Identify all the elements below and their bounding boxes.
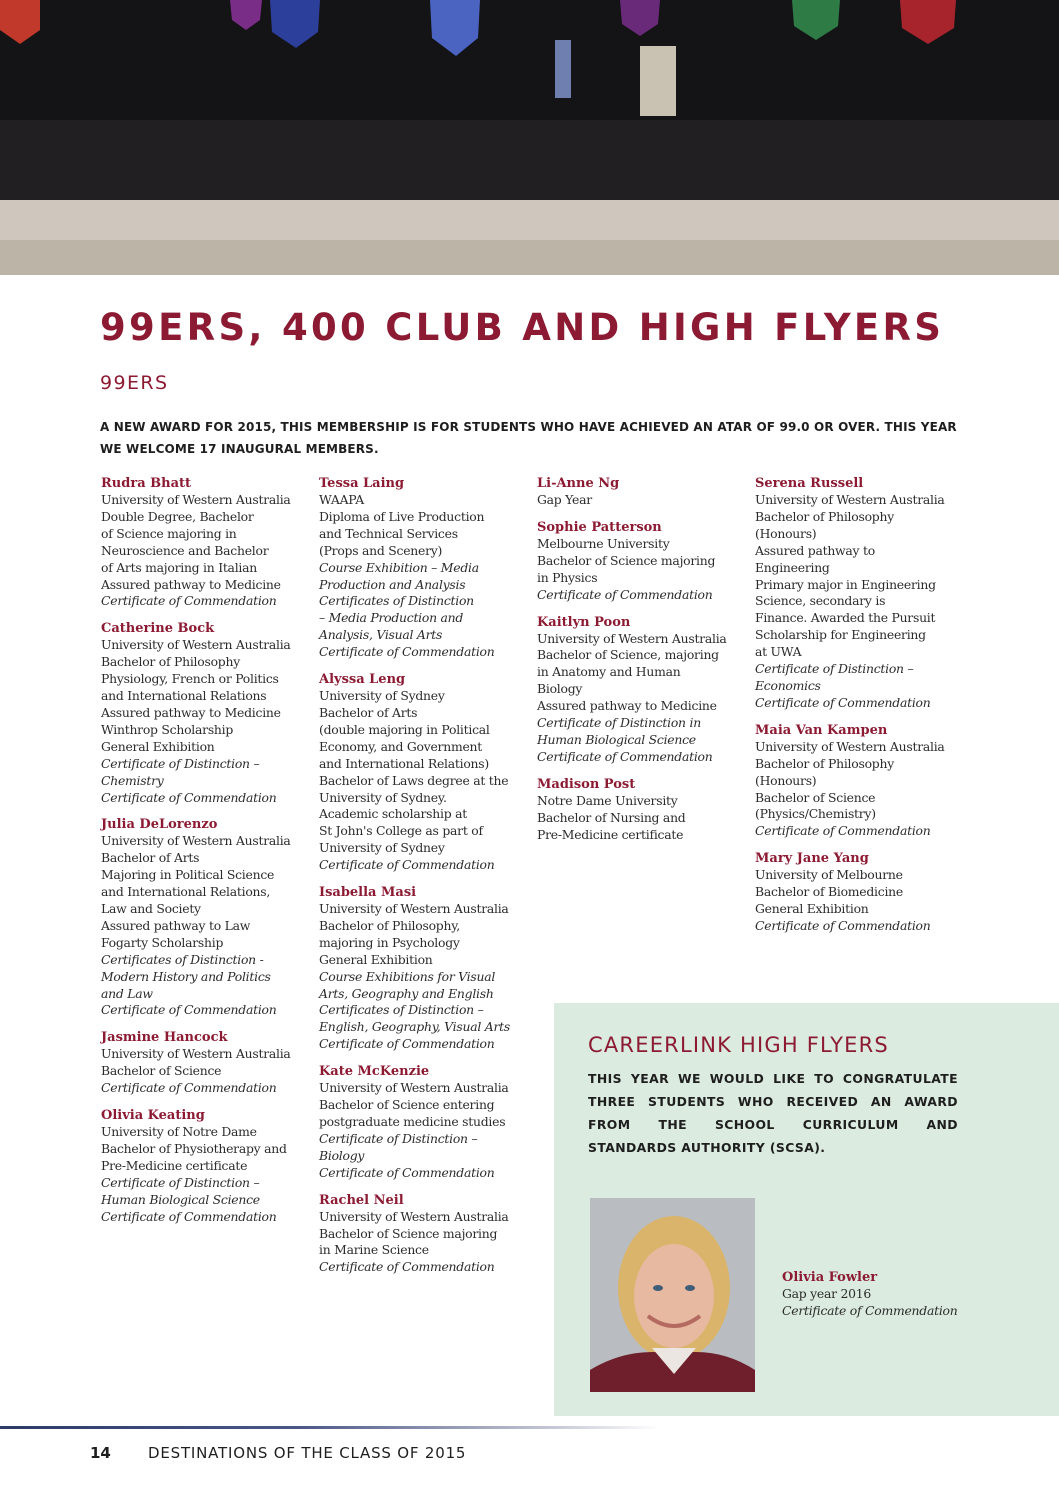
member-detail-line: University of Sydney bbox=[319, 840, 445, 856]
member-name: Olivia Keating bbox=[101, 1108, 205, 1124]
member-detail-line: Bachelor of Science bbox=[755, 789, 876, 805]
member-detail-line: of Science majoring in bbox=[101, 525, 237, 541]
member-detail-line: Economy, and Government bbox=[319, 738, 482, 754]
member-name: Jasmine Hancock bbox=[101, 1030, 228, 1046]
member-detail-line: Bachelor of Laws degree at the bbox=[319, 772, 509, 788]
member-detail-line: WAAPA bbox=[319, 492, 364, 507]
member-detail-line: Bachelor of Nursing and bbox=[537, 809, 686, 825]
member-detail-line: (Physics/Chemistry) bbox=[755, 806, 876, 822]
member-detail-line: University of Western Australia bbox=[101, 637, 291, 653]
member-detail-line: Bachelor of Philosophy bbox=[755, 508, 894, 524]
member-award-line: Certificate of Commendation bbox=[101, 789, 277, 805]
member-detail-line: (Props and Scenery) bbox=[319, 542, 443, 558]
member-entry bbox=[537, 776, 759, 844]
member-name: Maia Van Kampen bbox=[755, 722, 888, 738]
member-detail-line: Bachelor of Philosophy bbox=[101, 654, 240, 670]
member-entry bbox=[319, 1192, 541, 1277]
member-entry bbox=[755, 722, 977, 840]
member-award-line: Human Biological Science bbox=[101, 1191, 260, 1207]
member-name: Isabella Masi bbox=[319, 885, 417, 901]
member-detail-line: General Exhibition bbox=[101, 738, 215, 754]
member-name: Serena Russell bbox=[755, 476, 864, 491]
careerlink-text: THIS YEAR WE WOULD LIKE TO CONGRATULATE THREE STUDENTS WHO RECEIVED AN AWARD FROM THE SCHOOL CURRICULUM AND STANDARDS AUTHORITY (SCSA). bbox=[588, 1071, 958, 1155]
member-award-line: – Media Production and bbox=[319, 610, 464, 626]
member-award-line: Certificate of Commendation bbox=[537, 748, 713, 764]
member-award-line: Certificate of Distinction – bbox=[101, 1174, 260, 1190]
member-column-4 bbox=[755, 475, 977, 945]
member-award-line: Certificate of Commendation bbox=[101, 1002, 277, 1018]
member-detail-line: Winthrop Scholarship bbox=[101, 721, 234, 737]
member-detail-line: Law and Society bbox=[101, 901, 201, 917]
member-award-line: Course Exhibitions for Visual bbox=[319, 968, 496, 984]
member-detail-line: Bachelor of Philosophy bbox=[755, 755, 894, 771]
member-award-line: Certificate of Distinction – bbox=[101, 755, 260, 771]
member-entry bbox=[755, 475, 977, 712]
member-detail-line: Assured pathway to Medicine bbox=[101, 576, 281, 592]
member-award-line: Course Exhibition – Media bbox=[319, 559, 479, 575]
member-award-line: Biology bbox=[319, 1147, 365, 1163]
featured-student-detail: Gap year 2016 bbox=[782, 1286, 872, 1301]
member-award-line: Certificate of Commendation bbox=[755, 917, 931, 933]
member-name: Sophie Patterson bbox=[537, 519, 662, 535]
member-detail-line: Pre-Medicine certificate bbox=[101, 1157, 248, 1173]
member-award-line: Certificate of Commendation bbox=[319, 1036, 495, 1052]
member-award-line: Certificates of Distinction bbox=[319, 593, 474, 609]
member-name: Madison Post bbox=[537, 776, 636, 792]
member-name: Catherine Bock bbox=[101, 621, 215, 637]
member-detail-line: Finance. Awarded the Pursuit bbox=[755, 610, 936, 626]
member-entry bbox=[537, 475, 759, 509]
member-detail-line: Physiology, French or Politics bbox=[101, 671, 279, 687]
member-detail-line: (double majoring in Political bbox=[319, 721, 490, 737]
member-detail-line: Melbourne University bbox=[537, 535, 670, 551]
member-detail-line: Bachelor of Philosophy, bbox=[319, 917, 460, 933]
member-detail-line: and International Relations, bbox=[101, 884, 271, 900]
careerlink-title: CAREERLINK HIGH FLYERS bbox=[588, 1033, 889, 1057]
featured-student-award: Certificate of Commendation bbox=[782, 1302, 958, 1318]
member-detail-line: Biology bbox=[537, 681, 583, 697]
member-award-line: Arts, Geography and English bbox=[319, 985, 494, 1001]
member-entry bbox=[319, 671, 541, 874]
member-detail-line: University of Western Australia bbox=[755, 492, 945, 507]
member-detail-line: Science, secondary is bbox=[755, 593, 886, 609]
member-detail-line: Assured pathway to Medicine bbox=[101, 704, 281, 720]
member-entry bbox=[101, 475, 323, 610]
member-detail-line: Bachelor of Biomedicine bbox=[755, 884, 903, 900]
member-detail-line: Bachelor of Science bbox=[101, 1063, 222, 1079]
member-award-line: Certificates of Distinction - bbox=[101, 951, 264, 967]
member-detail-line: Bachelor of Science majoring bbox=[537, 552, 716, 568]
member-award-line: Certificate of Distinction in bbox=[537, 715, 701, 731]
member-award-line: Certificate of Commendation bbox=[319, 1259, 495, 1275]
student-portrait bbox=[590, 1198, 755, 1392]
member-detail-line: Engineering bbox=[755, 559, 830, 575]
publication-title: DESTINATIONS OF THE CLASS OF 2015 bbox=[148, 1444, 467, 1462]
section-subtitle-99ers: 99ERS bbox=[100, 372, 169, 394]
member-detail-line: in Anatomy and Human bbox=[537, 664, 681, 680]
member-detail-line: and International Relations bbox=[101, 688, 267, 704]
member-detail-line: in Physics bbox=[537, 569, 598, 585]
member-name: Rachel Neil bbox=[319, 1192, 404, 1208]
featured-student bbox=[782, 1269, 958, 1320]
student-portrait-illustration bbox=[590, 1198, 755, 1392]
member-column-2 bbox=[319, 475, 541, 1286]
member-detail-line: Academic scholarship at bbox=[319, 806, 467, 822]
member-award-line: Analysis, Visual Arts bbox=[319, 627, 443, 643]
group-photo bbox=[0, 0, 1059, 275]
intro-text: A NEW AWARD FOR 2015, THIS MEMBERSHIP IS FOR STUDENTS WHO HAVE ACHIEVED AN ATAR OF 99.0 OR OVER. THIS YEAR WE WELCOME 17 INAUGURAL MEMBERS. bbox=[100, 420, 957, 456]
member-name: Li-Anne Ng bbox=[537, 476, 620, 491]
member-detail-line: Bachelor of Physiotherapy and bbox=[101, 1141, 287, 1156]
member-detail-line: University of Western Australia bbox=[101, 1046, 291, 1062]
member-award-line: Certificate of Commendation bbox=[755, 823, 931, 839]
member-detail-line: Bachelor of Science, majoring bbox=[537, 647, 719, 663]
member-award-line: Certificate of Commendation bbox=[101, 1208, 277, 1224]
member-detail-line: Gap Year bbox=[537, 492, 592, 507]
member-entry bbox=[101, 1107, 323, 1225]
member-name: Kaitlyn Poon bbox=[537, 614, 631, 630]
member-award-line: Certificate of Commendation bbox=[101, 593, 277, 609]
member-entry bbox=[101, 620, 323, 806]
member-award-line: Certificate of Distinction – bbox=[755, 661, 914, 677]
member-detail-line: Fogarty Scholarship bbox=[101, 934, 224, 950]
member-detail-line: in Marine Science bbox=[319, 1242, 429, 1258]
member-entry bbox=[755, 850, 977, 935]
member-detail-line: University of Sydney. bbox=[319, 789, 447, 805]
member-column-1 bbox=[101, 475, 323, 1236]
member-detail-line: Bachelor of Arts bbox=[319, 704, 418, 720]
member-detail-line: Double Degree, Bachelor bbox=[101, 508, 254, 524]
member-entry bbox=[101, 1029, 323, 1097]
member-name: Alyssa Leng bbox=[319, 672, 406, 688]
member-award-line: Certificate of Commendation bbox=[101, 1080, 277, 1096]
member-detail-line: Bachelor of Science entering bbox=[319, 1097, 495, 1113]
member-award-line: Production and Analysis bbox=[319, 576, 466, 592]
member-detail-line: Assured pathway to Law bbox=[101, 917, 251, 933]
member-detail-line: of Arts majoring in Italian bbox=[101, 559, 257, 575]
member-entry bbox=[537, 614, 759, 766]
member-name: Tessa Laing bbox=[319, 476, 405, 491]
group-photo-illustration bbox=[0, 0, 1059, 275]
member-award-line: Certificate of Commendation bbox=[319, 1164, 495, 1180]
member-detail-line: University of Sydney bbox=[319, 688, 445, 704]
member-detail-line: University of Western Australia bbox=[101, 833, 291, 849]
member-entry bbox=[319, 884, 541, 1053]
member-detail-line: (Honours) bbox=[755, 772, 817, 788]
member-award-line: Certificate of Distinction – bbox=[319, 1130, 478, 1146]
member-award-line: English, Geography, Visual Arts bbox=[319, 1019, 510, 1035]
member-detail-line: at UWA bbox=[755, 644, 802, 660]
member-detail-line: St John's College as part of bbox=[319, 823, 483, 839]
member-name: Julia DeLorenzo bbox=[101, 817, 218, 833]
member-detail-line: University of Western Australia bbox=[101, 492, 291, 507]
member-detail-line: University of Western Australia bbox=[319, 1208, 509, 1224]
footer-divider bbox=[0, 1426, 660, 1429]
member-detail-line: University of Western Australia bbox=[319, 901, 509, 917]
member-detail-line: Scholarship for Engineering bbox=[755, 627, 926, 643]
member-award-line: Certificate of Commendation bbox=[319, 644, 495, 660]
member-award-line: Economics bbox=[755, 677, 821, 693]
member-name: Mary Jane Yang bbox=[755, 851, 869, 867]
member-entry bbox=[537, 519, 759, 604]
featured-student-name: Olivia Fowler bbox=[782, 1270, 878, 1285]
member-detail-line: General Exhibition bbox=[319, 951, 433, 967]
member-detail-line: postgraduate medicine studies bbox=[319, 1114, 506, 1129]
member-detail-line: and International Relations) bbox=[319, 755, 489, 771]
member-award-line: and Law bbox=[101, 985, 153, 1001]
member-detail-line: Bachelor of Arts bbox=[101, 850, 200, 866]
member-detail-line: Pre-Medicine certificate bbox=[537, 826, 684, 842]
member-column-3 bbox=[537, 475, 759, 854]
member-name: Rudra Bhatt bbox=[101, 476, 192, 491]
member-detail-line: University of Western Australia bbox=[319, 1080, 509, 1096]
member-award-line: Certificate of Commendation bbox=[537, 586, 713, 602]
member-award-line: Certificates of Distinction – bbox=[319, 1002, 484, 1018]
careerlink-panel bbox=[554, 1003, 1059, 1416]
member-detail-line: and Technical Services bbox=[319, 525, 458, 541]
member-name: Kate McKenzie bbox=[319, 1064, 430, 1080]
member-entry bbox=[319, 475, 541, 661]
member-detail-line: majoring in Psychology bbox=[319, 934, 460, 950]
member-entry bbox=[101, 816, 323, 1019]
member-award-line: Certificate of Commendation bbox=[319, 857, 495, 873]
member-award-line: Certificate of Commendation bbox=[755, 694, 931, 710]
member-award-line: Human Biological Science bbox=[537, 731, 696, 747]
member-detail-line: Diploma of Live Production bbox=[319, 508, 485, 524]
member-detail-line: (Honours) bbox=[755, 525, 817, 541]
member-detail-line: General Exhibition bbox=[755, 901, 869, 917]
member-award-line: Chemistry bbox=[101, 772, 164, 788]
member-detail-line: University of Notre Dame bbox=[101, 1124, 257, 1140]
member-detail-line: Primary major in Engineering bbox=[755, 576, 936, 592]
page-number: 14 bbox=[90, 1444, 111, 1462]
member-detail-line: Notre Dame University bbox=[537, 792, 678, 808]
member-detail-line: University of Western Australia bbox=[537, 630, 727, 646]
member-award-line: Modern History and Politics bbox=[101, 968, 271, 984]
member-detail-line: University of Western Australia bbox=[755, 738, 945, 754]
member-detail-line: Assured pathway to Medicine bbox=[537, 698, 717, 714]
member-detail-line: Assured pathway to bbox=[755, 542, 875, 558]
member-detail-line: University of Melbourne bbox=[755, 867, 903, 883]
member-detail-line: Majoring in Political Science bbox=[101, 867, 275, 883]
page-title: 99ERS, 400 CLUB AND HIGH FLYERS bbox=[100, 306, 945, 349]
member-detail-line: Bachelor of Science majoring bbox=[319, 1225, 498, 1241]
member-detail-line: Neuroscience and Bachelor bbox=[101, 542, 269, 558]
member-entry bbox=[319, 1063, 541, 1181]
